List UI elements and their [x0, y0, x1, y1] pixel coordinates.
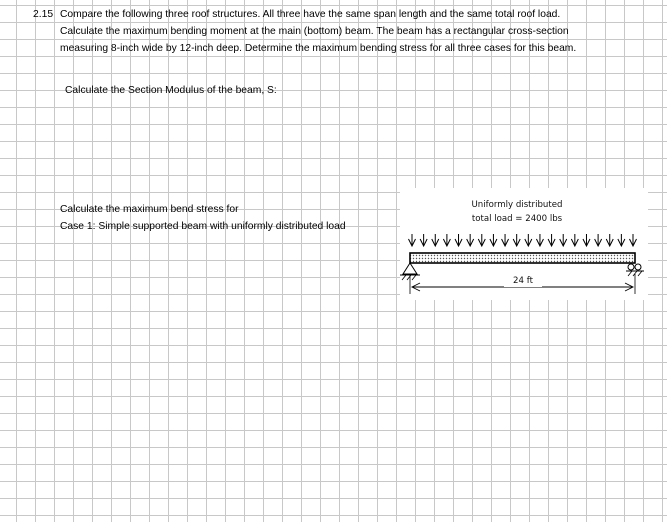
load-arrow [502, 234, 509, 246]
stress-prompt: Calculate the maximum bend stress for [60, 204, 239, 215]
load-arrow [420, 234, 427, 246]
load-arrow [525, 234, 532, 246]
span-label: 24 ft [513, 276, 533, 286]
section-modulus-prompt: Calculate the Section Modulus of the beam, S: [65, 85, 277, 96]
load-arrow [618, 234, 625, 246]
load-arrow [548, 234, 555, 246]
load-arrow [432, 234, 439, 246]
problem-line-3: measuring 8-inch wide by 12-inch deep. Determine the maximum bending stress for all three cases for this beam. [60, 43, 577, 54]
beam-diagram [400, 188, 648, 300]
load-arrow [490, 234, 497, 246]
load-arrow [606, 234, 613, 246]
case-1-label: Case 1: Simple supported beam with uniformly distributed load [60, 221, 346, 232]
load-arrow [560, 234, 567, 246]
problem-line-2: Calculate the maximum bending moment at the main (bottom) beam. The beam has a rectangular cross-section [60, 26, 569, 37]
load-arrow [513, 234, 520, 246]
load-arrow [455, 234, 462, 246]
beam-body [410, 253, 635, 263]
problem-line-1: Compare the following three roof structures. All three have the same span length and the same total roof load. [60, 9, 561, 20]
load-title-line-1: Uniformly distributed [471, 200, 563, 210]
load-arrow [571, 234, 578, 246]
load-arrow [583, 234, 590, 246]
load-arrow [595, 234, 602, 246]
load-arrow [467, 234, 474, 246]
problem-number: 2.15 [33, 9, 54, 20]
load-title-line-2: total load = 2400 lbs [471, 214, 563, 224]
load-arrow [443, 234, 450, 246]
load-arrow [409, 234, 416, 246]
distributed-load-arrows [409, 234, 637, 246]
load-arrow [536, 234, 543, 246]
load-arrow [478, 234, 485, 246]
load-arrow [630, 234, 637, 246]
